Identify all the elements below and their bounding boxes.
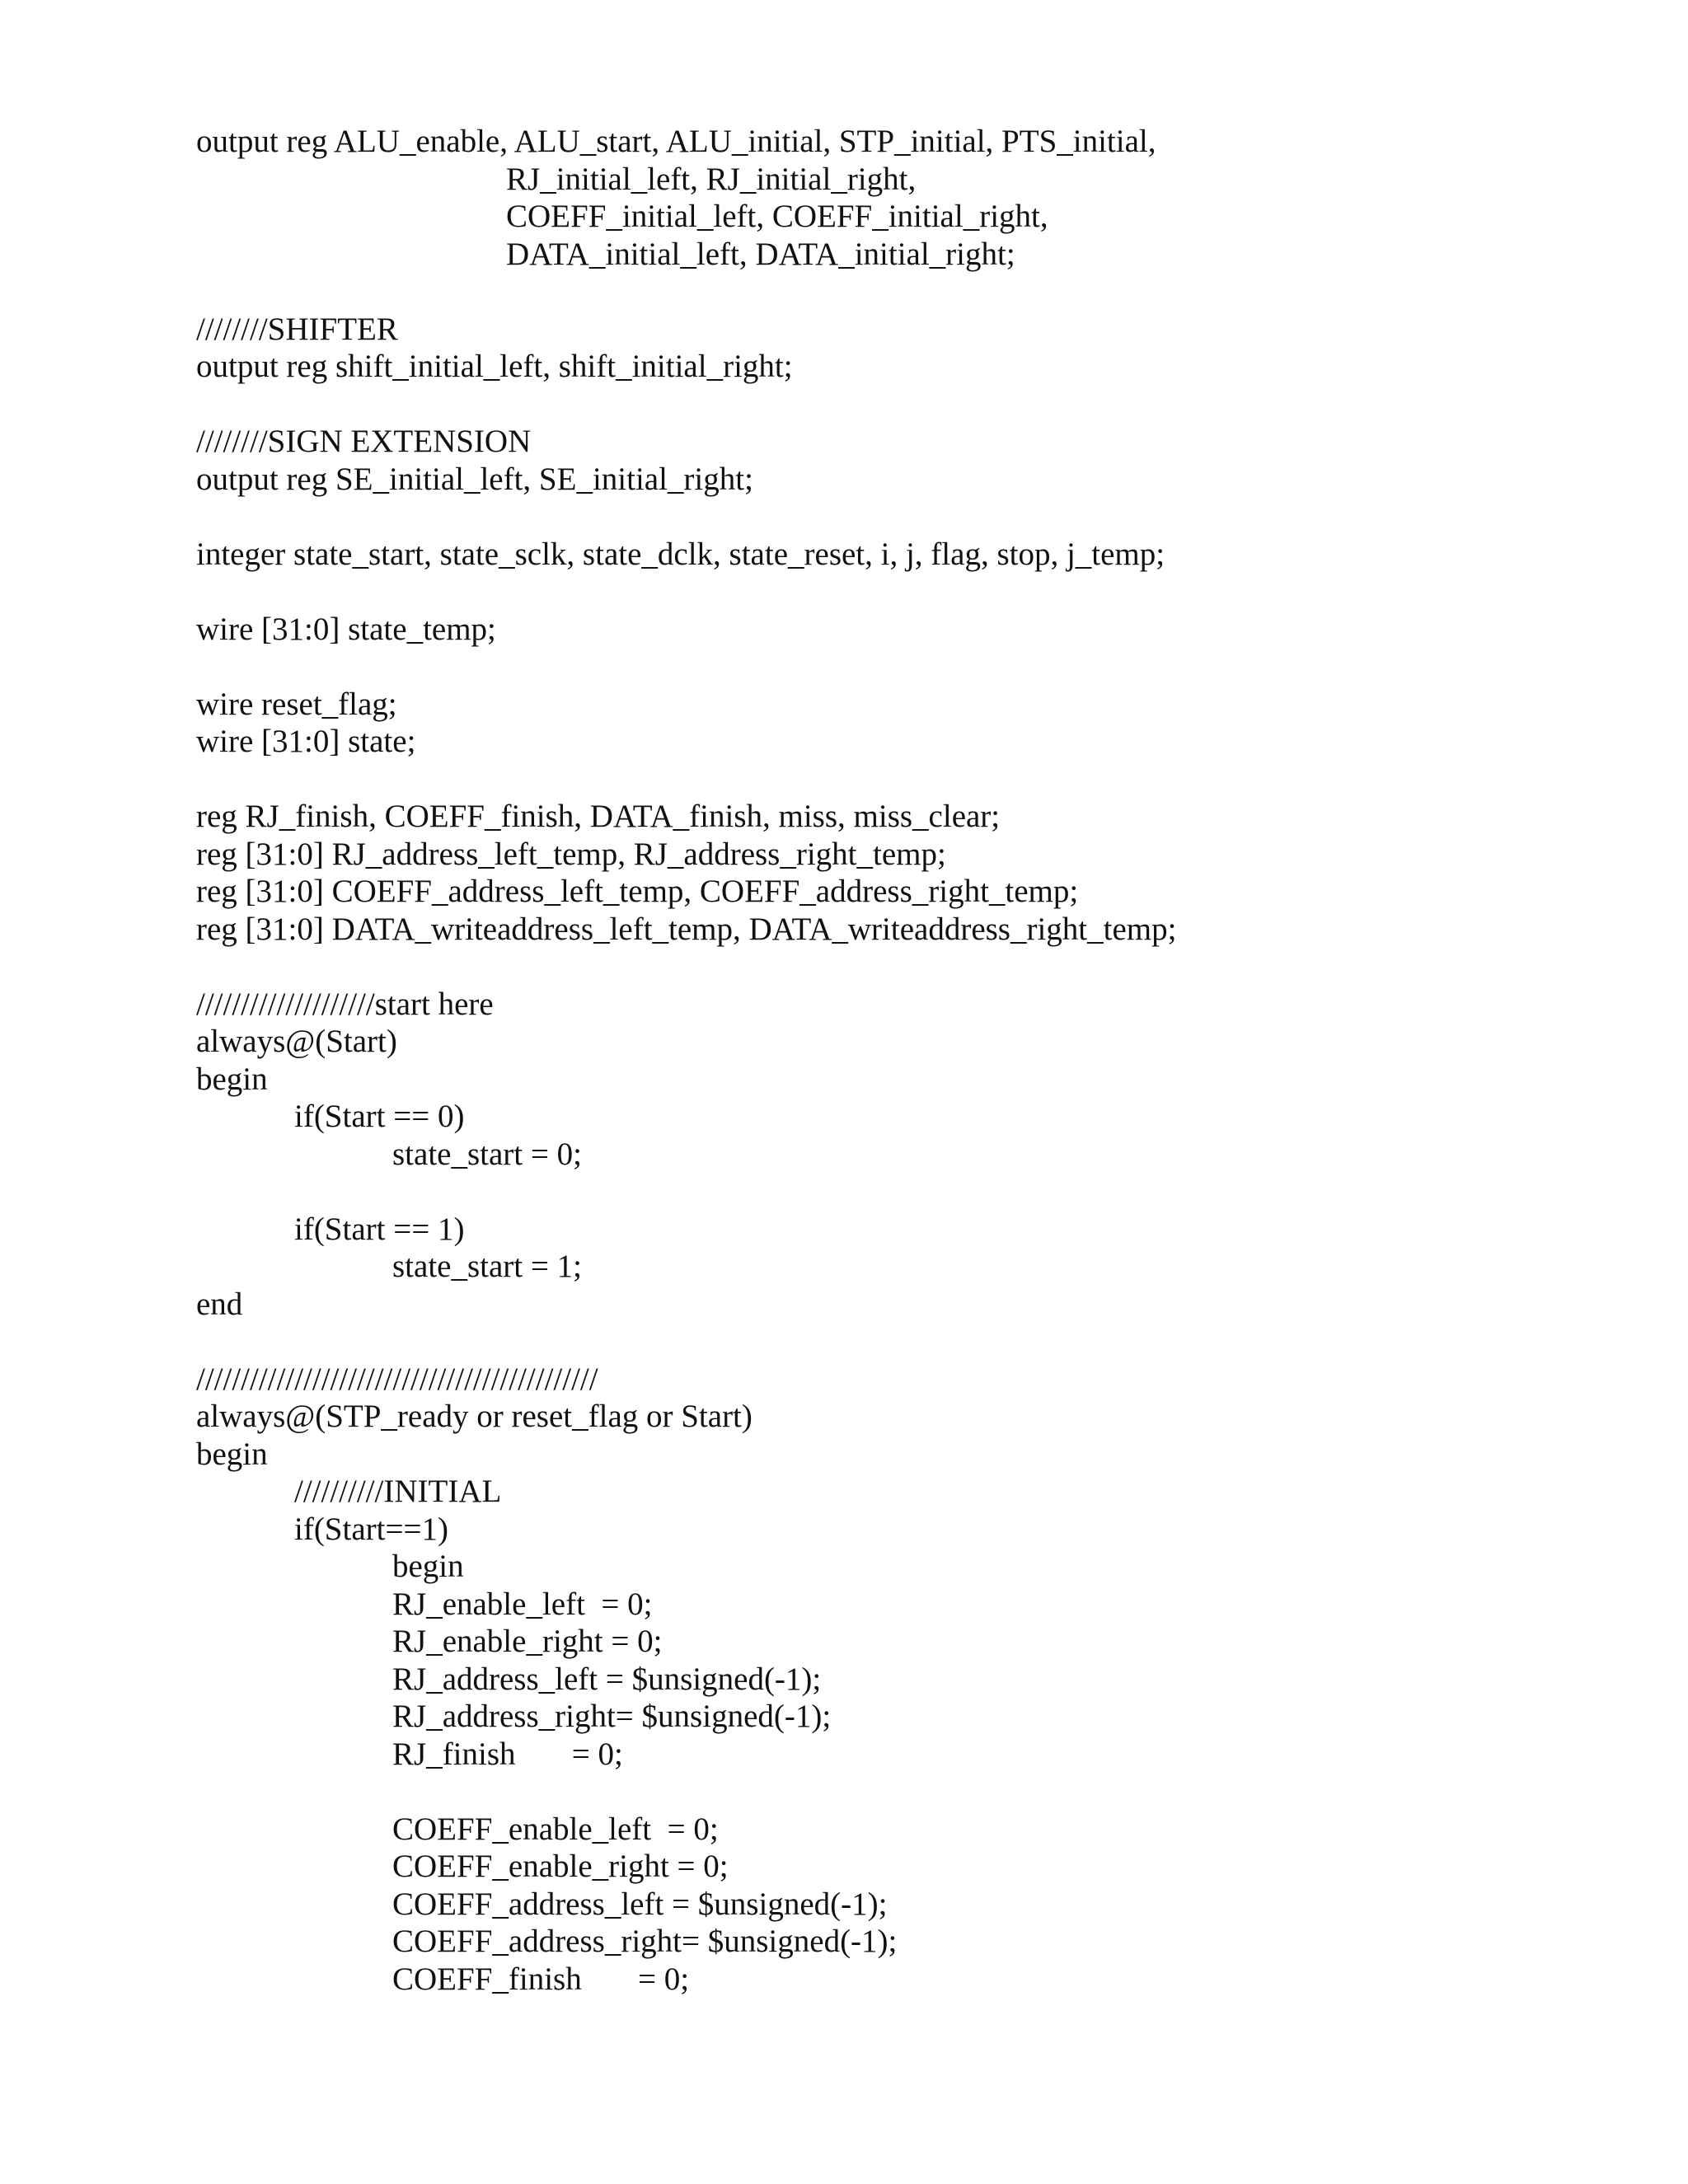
code-line: RJ_enable_right = 0; [392,1624,663,1659]
code-line: begin [196,1062,268,1097]
code-line: if(Start==1) [294,1511,448,1547]
code-line: DATA_initial_left, DATA_initial_right; [506,237,1015,272]
code-line: wire [31:0] state; [196,724,416,759]
code-line: integer state_start, state_sclk, state_dclk, state_reset, i, j, flag, stop, j_temp; [196,537,1165,572]
code-line: state_start = 1; [392,1249,582,1284]
code-line: end [196,1286,243,1322]
code-line: COEFF_address_right= $unsigned(-1); [392,1924,898,1959]
code-line: wire [31:0] state_temp; [196,612,496,647]
code-line: wire reset_flag; [196,687,397,722]
code-comment: ////////////////////start here [196,987,494,1022]
code-line: output reg SE_initial_left, SE_initial_right; [196,462,753,497]
code-line: RJ_enable_left = 0; [392,1586,653,1622]
code-line: COEFF_enable_right = 0; [392,1849,729,1884]
code-line: always@(Start) [196,1024,397,1059]
code-line: output reg ALU_enable, ALU_start, ALU_initial, STP_initial, PTS_initial, [196,124,1156,159]
code-line: reg RJ_finish, COEFF_finish, DATA_finish, miss, miss_clear; [196,799,1001,834]
code-comment: ///////////////////////////////////////////// [196,1361,598,1397]
code-line: reg [31:0] DATA_writeaddress_left_temp, DATA_writeaddress_right_temp; [196,912,1177,947]
code-comment: ////////SHIFTER [196,312,398,347]
code-line: if(Start == 1) [294,1212,465,1247]
code-line: reg [31:0] RJ_address_left_temp, RJ_address_right_temp; [196,837,946,872]
code-line: COEFF_address_left = $unsigned(-1); [392,1886,888,1922]
code-line: begin [392,1549,464,1584]
code-line: if(Start == 0) [294,1099,465,1134]
code-line: COEFF_finish = 0; [392,1961,690,1997]
code-line: reg [31:0] COEFF_address_left_temp, COEFF_address_right_temp; [196,874,1079,909]
code-line: COEFF_initial_left, COEFF_initial_right, [506,199,1048,234]
code-line: RJ_address_left = $unsigned(-1); [392,1661,822,1697]
code-line: begin [196,1436,268,1472]
code-line: state_start = 0; [392,1137,582,1172]
code-line: output reg shift_initial_left, shift_initial_right; [196,349,793,384]
code-line: RJ_initial_left, RJ_initial_right, [506,162,917,197]
code-line: COEFF_enable_left = 0; [392,1811,719,1847]
code-comment: //////////INITIAL [294,1474,502,1509]
code-line: always@(STP_ready or reset_flag or Start) [196,1399,753,1434]
code-line: RJ_finish = 0; [392,1736,623,1772]
code-line: RJ_address_right= $unsigned(-1); [392,1699,832,1734]
code-comment: ////////SIGN EXTENSION [196,424,532,459]
